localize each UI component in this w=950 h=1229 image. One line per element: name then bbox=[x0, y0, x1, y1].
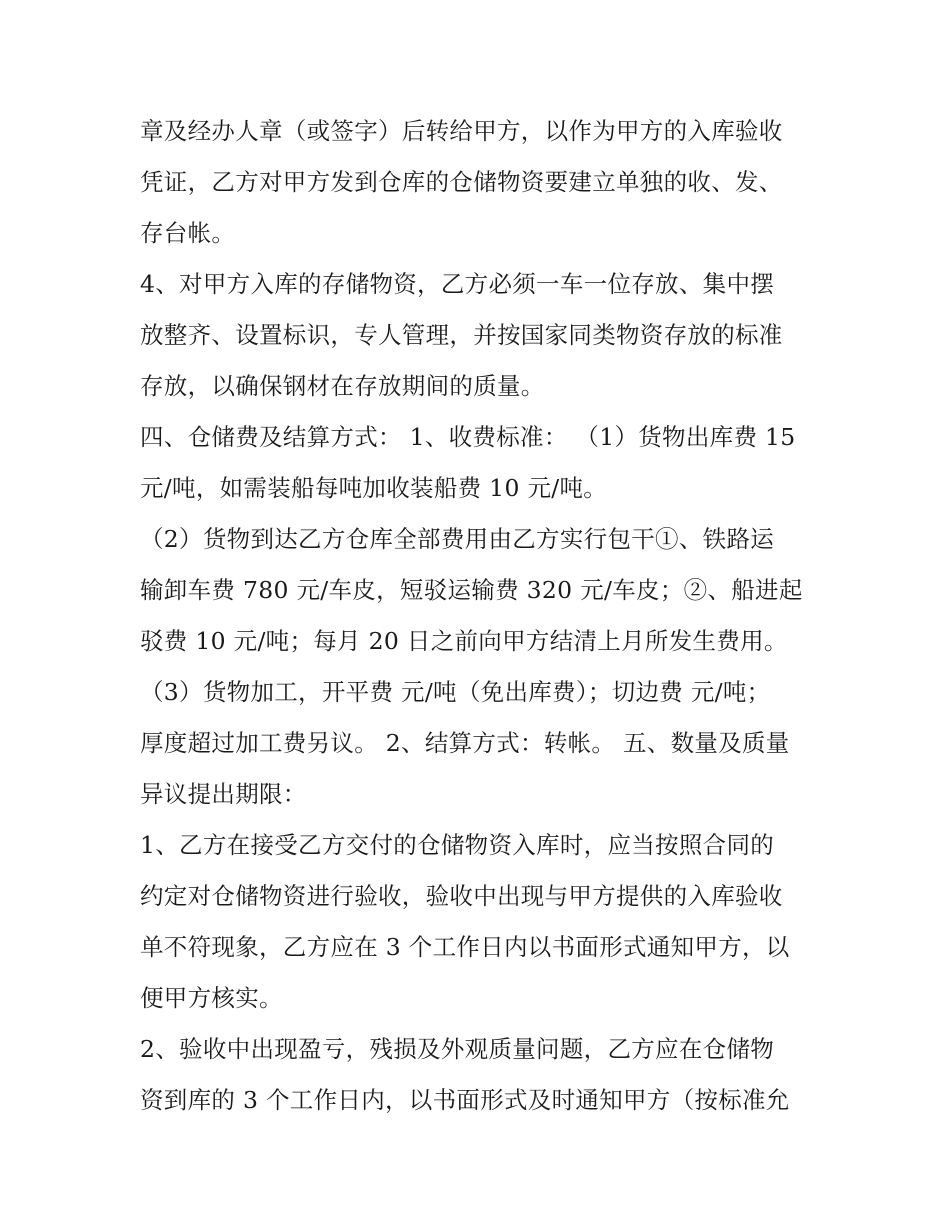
text-line: 异议提出期限： bbox=[140, 780, 307, 808]
text-line: （3）货物加工，开平费 元/吨（免出库费）；切边费 元/吨； bbox=[140, 678, 771, 706]
text-line: 放整齐、设置标识，专人管理，并按国家同类物资存放的标准 bbox=[140, 321, 783, 349]
text-line: 2、验收中出现盈亏，残损及外观质量问题，乙方应在仓储物 bbox=[140, 1035, 775, 1063]
text-line: 元/吨，如需装船每吨加收装船费 10 元/吨。 bbox=[140, 474, 608, 502]
text-line: 便甲方核实。 bbox=[140, 984, 283, 1012]
text-line: 4、对甲方入库的存储物资，乙方必须一车一位存放、集中摆 bbox=[140, 270, 775, 298]
text-line: （2）货物到达乙方仓库全部费用由乙方实行包干①、铁路运 bbox=[140, 525, 775, 553]
text-line: 输卸车费 780 元/车皮，短驳运输费 320 元/车皮；②、船进起 bbox=[140, 576, 803, 604]
text-line: 资到库的 3 个工作日内，以书面形式及时通知甲方（按标准允 bbox=[140, 1086, 790, 1114]
document-body bbox=[140, 106, 820, 1126]
text-line: 驳费 10 元/吨；每月 20 日之前向甲方结清上月所发生费用。 bbox=[140, 627, 788, 655]
text-line: 凭证，乙方对甲方发到仓库的仓储物资要建立单独的收、发、 bbox=[140, 168, 783, 196]
text-line: 单不符现象，乙方应在 3 个工作日内以书面形式通知甲方，以 bbox=[140, 933, 790, 961]
text-line: 四、仓储费及结算方式： 1、收费标准： （1）货物出库费 15 bbox=[140, 423, 796, 451]
text-line: 存放，以确保钢材在存放期间的质量。 bbox=[140, 372, 545, 400]
text-line: 1、乙方在接受乙方交付的仓储物资入库时，应当按照合同的 bbox=[140, 831, 775, 859]
text-line: 厚度超过加工费另议。 2、结算方式：转帐。 五、数量及质量 bbox=[140, 729, 790, 757]
text-line: 章及经办人章（或签字）后转给甲方，以作为甲方的入库验收 bbox=[140, 117, 783, 145]
text-line: 约定对仓储物资进行验收，验收中出现与甲方提供的入库验收 bbox=[140, 882, 783, 910]
text-line: 存台帐。 bbox=[140, 219, 236, 247]
